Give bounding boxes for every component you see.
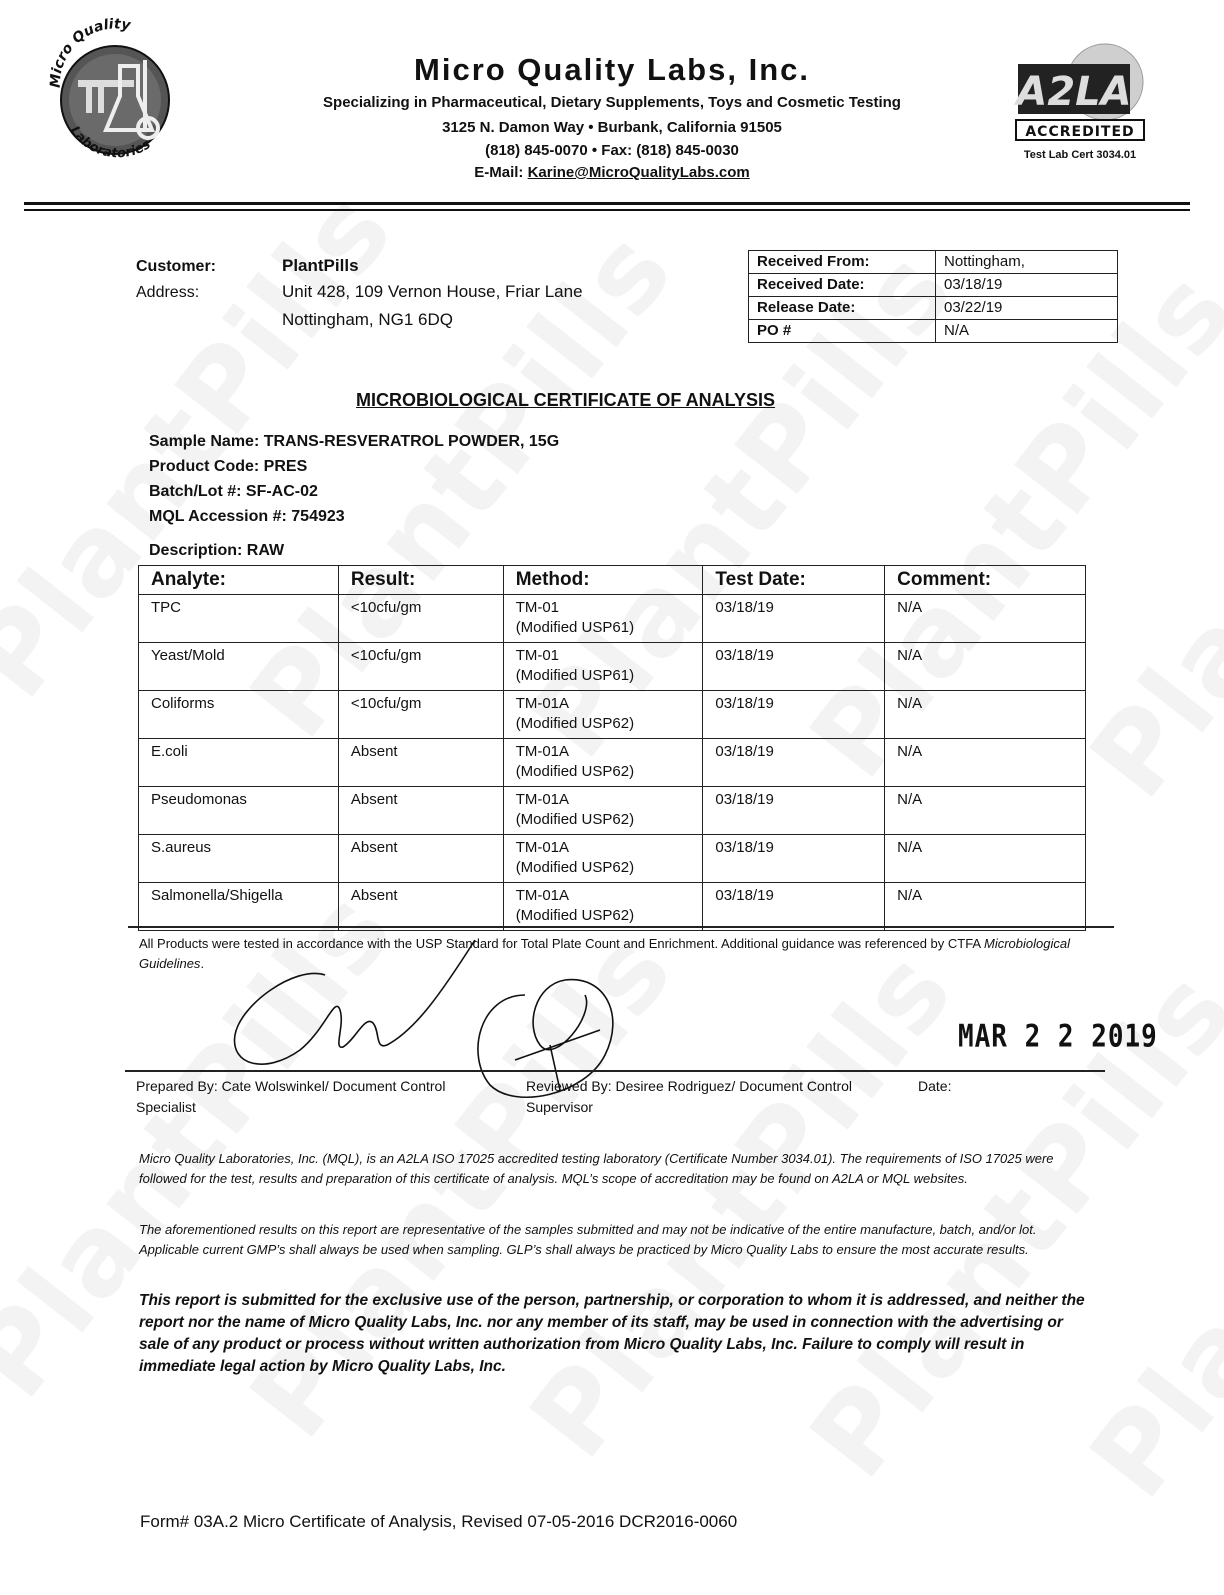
info-value: 03/22/19 [936, 297, 1118, 320]
method-note: (Modified USP62) [515, 715, 635, 732]
test-date-cell: 03/18/19 [703, 835, 885, 883]
method-code: TM-01A [515, 695, 570, 712]
batch-lot: Batch/Lot #: SF-AC-02 [149, 483, 318, 500]
prepared-by-line1: Prepared By: Cate Wolswinkel/ Document Control [136, 1078, 446, 1094]
logo-arc-bottom: Laboratories [66, 123, 154, 162]
method-cell [503, 835, 703, 883]
result-cell: <10cfu/gm [338, 595, 503, 643]
reviewed-by [526, 1076, 906, 1118]
method-cell [503, 787, 703, 835]
test-date-cell: 03/18/19 [703, 691, 885, 739]
sample-description: Description: RAW [149, 542, 285, 559]
info-label: Received Date: [749, 274, 936, 297]
header-divider-thin [24, 209, 1190, 211]
a2la-mark: A2LA [1016, 69, 1132, 115]
comment-cell: N/A [885, 643, 1086, 691]
sample-name: Sample Name: TRANS-RESVERATROL POWDER, 15G [149, 433, 560, 450]
column-header: Result: [338, 566, 503, 595]
column-header: Analyte: [139, 566, 339, 595]
logo-arc-top: Micro Quality [48, 18, 132, 89]
table-row [139, 787, 1086, 835]
analyte-cell: Salmonella/Shigella [139, 883, 339, 931]
method-note: (Modified USP62) [515, 859, 635, 876]
comment-cell: N/A [885, 883, 1086, 931]
signature-preparer [235, 940, 475, 1064]
method-code: TM-01A [515, 743, 570, 760]
test-date-cell: 03/18/19 [703, 883, 885, 931]
accreditation-paragraph: Micro Quality Laboratories, Inc. (MQL), is an A2LA ISO 17025 accredited testing laboratory (Certificate Number 3034.01). The requirements of ISO 17025 were followed for the test, results and preparation of this certificate of analysis. MQL’s scope of accreditation may be found on A2LA or MQL websites. [139, 1151, 1054, 1186]
test-lab-cert: Test Lab Cert 3034.01 [1023, 149, 1137, 161]
table-row [749, 274, 1118, 297]
results-table [138, 565, 1086, 931]
info-value: 03/18/19 [936, 274, 1118, 297]
result-cell: <10cfu/gm [338, 691, 503, 739]
table-row [749, 251, 1118, 274]
prepared-by [136, 1076, 496, 1118]
a2la-globe-icon [1010, 42, 1150, 142]
table-row [139, 595, 1086, 643]
footnote-italic: Microbiological Guidelines [139, 936, 1070, 971]
method-cell [503, 595, 703, 643]
table-row [139, 739, 1086, 787]
signature-line [125, 1070, 1105, 1072]
table-row [139, 835, 1086, 883]
certificate-title: MICROBIOLOGICAL CERTIFICATE OF ANALYSIS [356, 390, 776, 410]
company-name: Micro Quality Labs, Inc. [414, 52, 810, 87]
accredited-label: ACCREDITED [1025, 124, 1135, 140]
method-code: TM-01 [515, 599, 560, 616]
info-label: PO # [749, 320, 936, 343]
method-note: (Modified USP61) [515, 667, 635, 684]
analyte-cell: Pseudomonas [139, 787, 339, 835]
method-code: TM-01A [515, 839, 570, 856]
date-stamp: MAR 2 2 2019 [958, 1019, 1158, 1055]
a2la-badge [1010, 42, 1150, 167]
result-cell: Absent [338, 739, 503, 787]
test-date-cell: 03/18/19 [703, 739, 885, 787]
method-code: TM-01A [515, 791, 570, 808]
method-cell [503, 691, 703, 739]
method-code: TM-01 [515, 647, 560, 664]
date-label: Date: [918, 1078, 952, 1094]
email-link[interactable]: Karine@MicroQualityLabs.com [527, 164, 750, 181]
method-code: TM-01A [515, 887, 570, 904]
footnote-text: All Products were tested in accordance with the USP Standard for Total Plate Count and Enrichment. Additional guidance was referenced by CTFA [139, 936, 984, 951]
company-phone-fax: (818) 845-0070 • Fax: (818) 845-0030 [485, 142, 739, 159]
comment-cell: N/A [885, 739, 1086, 787]
comment-cell: N/A [885, 835, 1086, 883]
result-cell: Absent [338, 787, 503, 835]
analyte-cell: Coliforms [139, 691, 339, 739]
column-header: Test Date: [703, 566, 885, 595]
exclusive-use-paragraph: This report is submitted for the exclusive use of the person, partnership, or corporation to whom it is addressed, and neither the report nor the name of Micro Quality Labs, Inc. nor any member of its staff, may be used in connection with the advertising or sale of any product or process without written authorization from Micro Quality Labs, Inc. Failure to comply will result in immediate legal action by Micro Quality Labs, Inc. [139, 1292, 1085, 1375]
column-header: Method: [503, 566, 703, 595]
test-date-cell: 03/18/19 [703, 595, 885, 643]
prepared-by-line2: Specialist [136, 1099, 196, 1115]
table-row [139, 883, 1086, 931]
customer-label: Customer: [136, 258, 217, 275]
table-row [749, 320, 1118, 343]
comment-cell: N/A [885, 787, 1086, 835]
method-note: (Modified USP62) [515, 763, 635, 780]
representative-paragraph: The aforementioned results on this report are representative of the samples submitted and may not be indicative of the entire manufacture, batch, and/or lot. Applicable current GMP’s shall always be used when sampling. GLP’s shall always be practiced by Micro Quality Labs to ensure the most accurate results. [139, 1222, 1037, 1257]
info-value: N/A [936, 320, 1118, 343]
header-divider [24, 202, 1190, 205]
info-label: Received From: [749, 251, 936, 274]
method-note: (Modified USP62) [515, 907, 635, 924]
email-label: E-Mail: [474, 164, 524, 181]
test-date-cell: 03/18/19 [703, 643, 885, 691]
method-note: (Modified USP61) [515, 619, 635, 636]
customer-name: PlantPills [282, 256, 359, 275]
result-cell: Absent [338, 835, 503, 883]
reviewed-by-line1: Reviewed By: Desiree Rodriguez/ Document Control [526, 1078, 853, 1094]
comment-cell: N/A [885, 595, 1086, 643]
product-code: Product Code: PRES [149, 458, 308, 475]
mql-accession: MQL Accession #: 754923 [149, 508, 345, 525]
analyte-cell: S.aureus [139, 835, 339, 883]
analyte-cell: E.coli [139, 739, 339, 787]
address-label: Address: [136, 284, 200, 301]
result-cell: <10cfu/gm [338, 643, 503, 691]
result-cell: Absent [338, 883, 503, 931]
table-row [139, 691, 1086, 739]
analyte-cell: Yeast/Mold [139, 643, 339, 691]
form-number: Form# 03A.2 Micro Certificate of Analysis, Revised 07-05-2016 DCR2016-0060 [140, 1512, 738, 1531]
column-header: Comment: [885, 566, 1086, 595]
info-value: Nottingham, [936, 251, 1118, 274]
company-tagline: Specializing in Pharmaceutical, Dietary Supplements, Toys and Cosmetic Testing [323, 94, 901, 111]
watermark-text [1065, 267, 1224, 821]
receipt-info-table [748, 250, 1118, 343]
method-cell [503, 739, 703, 787]
reviewed-by-line2: Supervisor [526, 1099, 593, 1115]
table-row [139, 643, 1086, 691]
method-cell [503, 883, 703, 931]
table-row [749, 297, 1118, 320]
table-header-row [139, 566, 1086, 595]
footnote-end: . [200, 956, 205, 971]
method-note: (Modified USP62) [515, 811, 635, 828]
company-address: 3125 N. Damon Way • Burbank, California 91505 [442, 119, 782, 136]
address-line-2: Nottingham, NG1 6DQ [282, 310, 454, 329]
table-bottom-rule [128, 926, 1114, 928]
test-date-cell: 03/18/19 [703, 787, 885, 835]
analyte-cell: TPC [139, 595, 339, 643]
method-cell [503, 643, 703, 691]
comment-cell: N/A [885, 691, 1086, 739]
info-label: Release Date: [749, 297, 936, 320]
address-line-1: Unit 428, 109 Vernon House, Friar Lane [282, 282, 583, 301]
